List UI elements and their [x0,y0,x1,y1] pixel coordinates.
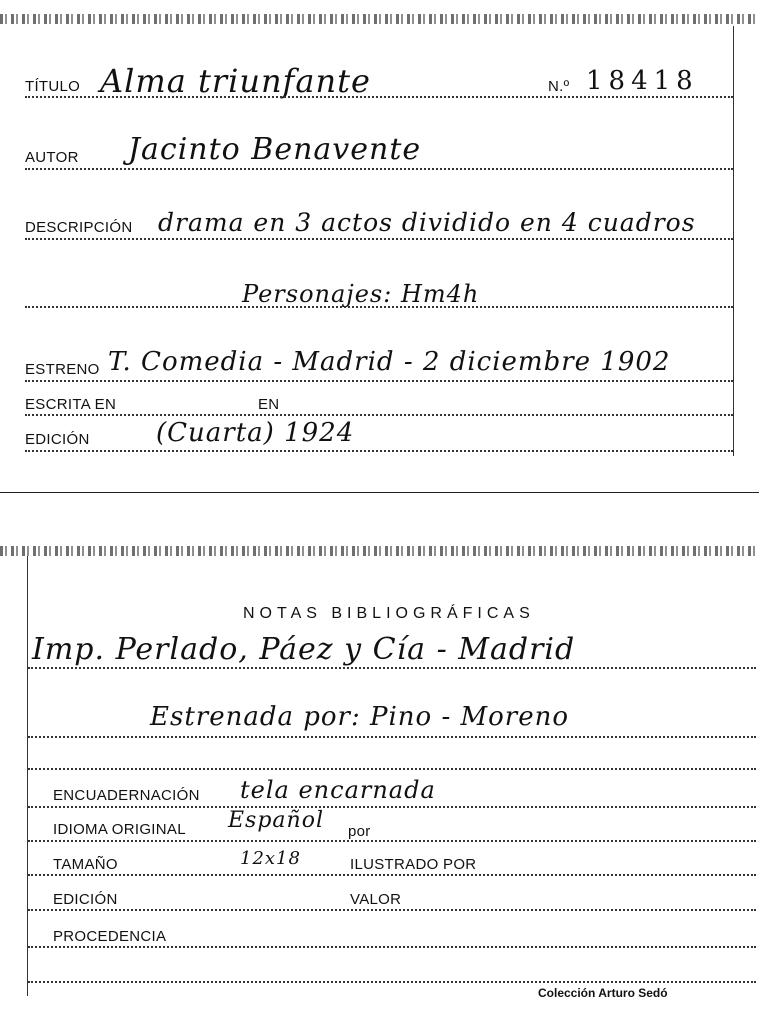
titulo-value: Alma triunfante [100,62,371,100]
estreno-label: ESTRENO [25,361,100,378]
blank-rule [28,768,756,770]
escrita-label: ESCRITA EN [25,396,117,413]
card1-right-border [733,26,734,456]
edicion-label: EDICIÓN [25,431,90,448]
edicion2-rule [28,909,756,911]
numero-label: N.º [548,78,570,95]
encuadernacion-rule [28,806,756,808]
card-separator [0,492,759,493]
idioma-value: Español [228,808,324,833]
encuadernacion-label: ENCUADERNACIÓN [53,787,200,804]
note1-rule [28,667,756,669]
idioma-rule [28,840,756,842]
descripcion-label: DESCRIPCIÓN [25,219,133,236]
tamano-label: TAMAÑO [53,856,118,873]
valor-label: VALOR [350,891,402,908]
estreno-value: T. Comedia - Madrid - 2 diciembre 1902 [108,347,671,377]
card2-top-edge [0,546,759,556]
numero-value: 18418 [586,66,699,96]
edicion2-label: EDICIÓN [53,891,118,908]
autor-rule [25,168,733,170]
titulo-label: TÍTULO [25,78,81,95]
descripcion-rule [25,238,733,240]
card2-left-border [27,556,28,996]
ilustrado-label: ILUSTRADO POR [350,856,477,873]
escrita-rule [25,414,733,416]
card1-top-edge [0,14,759,24]
tamano-value: 12x18 [240,848,301,869]
descripcion-value: drama en 3 actos dividido en 4 cuadros [158,208,696,237]
procedencia-rule [28,946,756,948]
note-line2: Estrenada por: Pino - Moreno [150,702,570,732]
en-label: EN [258,396,280,413]
personajes-value: Personajes: Hm4h [242,280,480,308]
titulo-rule [25,96,733,98]
tamano-rule [28,874,756,876]
bottom-rule [28,981,756,983]
personajes-rule [25,306,733,308]
note-line1: Imp. Perlado, Páez y Cía - Madrid [32,632,576,667]
notas-heading: NOTAS BIBLIOGRÁFICAS [243,605,535,622]
edicion-rule [25,450,733,452]
procedencia-label: PROCEDENCIA [53,928,167,945]
idioma-label: IDIOMA ORIGINAL [53,821,186,838]
autor-label: AUTOR [25,149,79,166]
autor-value: Jacinto Benavente [128,132,422,167]
encuadernacion-value: tela encarnada [240,776,436,804]
por-label: por [348,823,371,840]
collection-credit: Colección Arturo Sedó [538,986,668,1000]
edicion-value: (Cuarta) 1924 [156,418,355,448]
note2-rule [28,736,756,738]
estreno-rule [25,380,733,382]
